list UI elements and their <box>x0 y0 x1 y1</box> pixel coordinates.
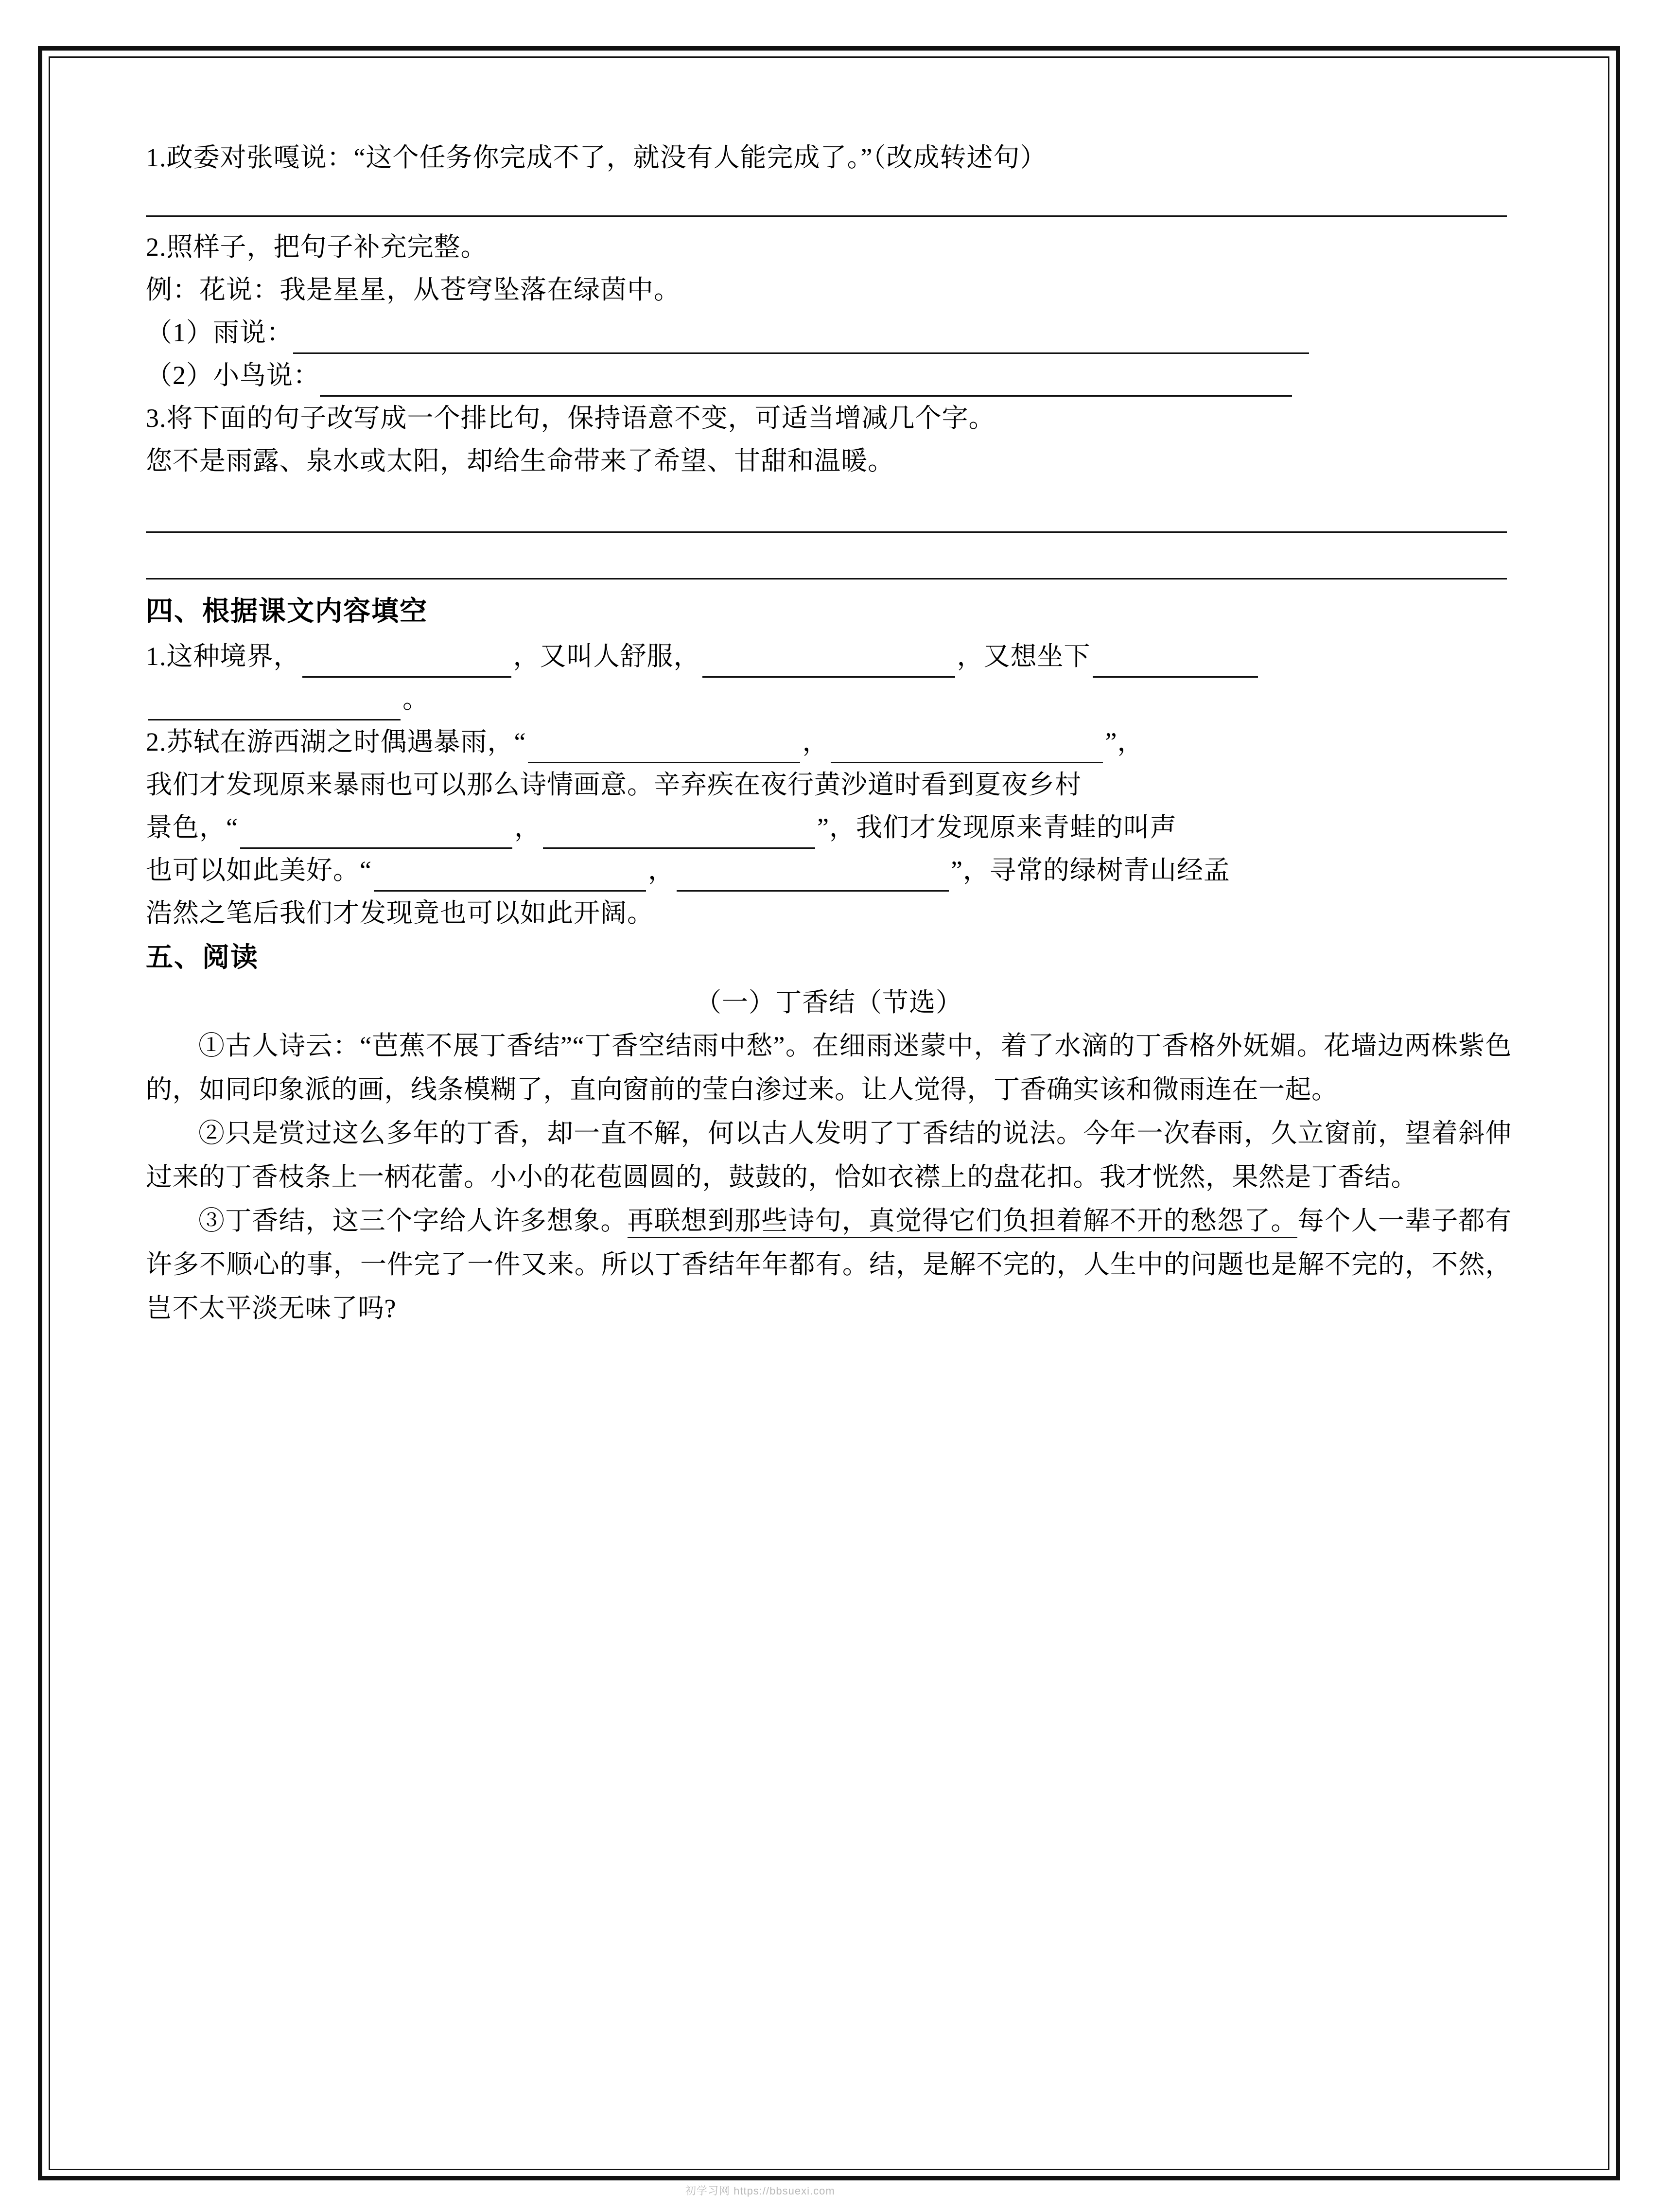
section4-q2-line4 <box>146 849 1512 892</box>
paragraph-text-3b: 每个人一辈子都有许多不顺心的事，一件完了一件又来。所以丁香结年年都有。结，是解不完的，人生中的问题也是解不完的，不然，岂不太平淡无味了吗? <box>146 1206 1512 1323</box>
section4-q1-mid1: ，又叫人舒服， <box>513 642 700 671</box>
section4-heading: 四、根据课文内容填空 <box>146 597 428 627</box>
section4-q2-line3 <box>146 806 1512 849</box>
section4-q2-line1-mid: ， <box>802 727 829 756</box>
fill-blank-4[interactable] <box>148 693 401 720</box>
fill-blank-2[interactable] <box>702 650 955 678</box>
answer-blank-rain[interactable] <box>293 326 1309 354</box>
section4-q2-line1 <box>146 720 1512 763</box>
answer-line-3[interactable] <box>146 542 1512 588</box>
section3-item3-sentence: 您不是雨露、泉水或太阳，却给生命带来了希望、甘甜和温暖。 <box>146 446 894 475</box>
reading-paragraph-3 <box>146 1199 1512 1330</box>
section3-item2 <box>146 226 1512 268</box>
section3-item3-number: 3. <box>146 404 167 433</box>
section4-q1-mid2: ，又想坐下 <box>957 642 1091 671</box>
section4-q2-line3-prefix: 景色，“ <box>146 813 238 842</box>
paragraph-text-3a: 丁香结，这三个字给人许多想象。 <box>225 1206 628 1235</box>
section3-item1-number: 1. <box>146 143 167 172</box>
answer-line-1[interactable] <box>146 179 1512 226</box>
section4-q2-line3-mid: ， <box>514 813 541 842</box>
section4-q2-line4-prefix: 也可以如此美好。“ <box>146 856 372 885</box>
reading-paragraph-2 <box>146 1111 1512 1199</box>
fill-blank-9[interactable] <box>374 864 646 892</box>
section4-q2-line4-mid: ， <box>647 856 675 885</box>
section3-item1 <box>146 136 1512 179</box>
paragraph-marker-1: ① <box>198 1031 226 1060</box>
paragraph-text-3-underlined: 再联想到那些诗句，真觉得它们负担着解不开的愁怨了。 <box>628 1206 1298 1238</box>
paragraph-marker-3: ③ <box>198 1206 226 1235</box>
section5-heading: 五、阅读 <box>146 943 259 973</box>
fill-blank-6[interactable] <box>831 736 1103 763</box>
fill-blank-1[interactable] <box>302 650 511 678</box>
section4-q1-line2 <box>146 678 1512 720</box>
section4-q2-line1-prefix: 2.苏轼在游西湖之时偶遇暴雨，“ <box>146 727 526 756</box>
paragraph-text-1: 古人诗云：“芭蕉不展丁香结”“丁香空结雨中愁”。在细雨迷蒙中，着了水滴的丁香格外妩媚。花墙边两株紫色的，如同印象派的画，线条模糊了，直向窗前的莹白渗过来。让人觉得，丁香确实该和微雨连在一起。 <box>146 1031 1512 1104</box>
answer-blank-bird[interactable] <box>320 369 1292 397</box>
section4-q2-line2: 我们才发现原来暴雨也可以那么诗情画意。辛弃疾在夜行黄沙道时看到夏夜乡村 <box>146 770 1082 799</box>
section3-item3-text: 将下面的句子改写成一个排比句，保持语意不变，可适当增减几个字。 <box>166 404 995 433</box>
section4-q2-line3-suffix: ”，我们才发现原来青蛙的叫声 <box>817 813 1177 842</box>
section3-item2-sub1 <box>146 311 1512 354</box>
section4-q2-line1-suffix: ”， <box>1105 727 1144 756</box>
section3-item2-number: 2. <box>146 232 167 262</box>
section3-item2-example: 例：花说：我是星星，从苍穹坠落在绿茵中。 <box>146 275 681 304</box>
section3-item3 <box>146 397 1512 439</box>
section4-q1-line1 <box>146 635 1512 678</box>
document-content <box>146 136 1512 1330</box>
watermark: 初学习网 https://bbsuexi.com <box>685 2185 835 2197</box>
section3-item2-sub1-label: （1）雨说： <box>146 318 293 347</box>
answer-line-2[interactable] <box>146 495 1512 542</box>
section5-subtitle: （一）丁香结（节选） <box>695 988 962 1017</box>
fill-blank-3[interactable] <box>1093 650 1258 678</box>
section3-item2-sub2-label: （2）小鸟说： <box>146 361 320 390</box>
section3-item2-sub2 <box>146 354 1512 397</box>
paragraph-text-2: 只是赏过这么多年的丁香，却一直不解，何以古人发明了丁香结的说法。今年一次春雨，久立窗前，望着斜伸过来的丁香枝条上一柄花蕾。小小的花苞圆圆的，鼓鼓的，恰如衣襟上的盘花扣。我才恍然，果然是丁香结。 <box>146 1119 1512 1192</box>
section4-q1-prefix: 1.这种境界， <box>146 642 300 671</box>
fill-blank-8[interactable] <box>543 821 815 849</box>
reading-paragraph-1 <box>146 1024 1512 1111</box>
section4-q1-tail: 。 <box>402 685 429 714</box>
fill-blank-7[interactable] <box>240 821 512 849</box>
section3-item2-text: 照样子，把句子补充完整。 <box>166 232 488 262</box>
paragraph-marker-2: ② <box>198 1119 226 1148</box>
fill-blank-5[interactable] <box>528 736 800 763</box>
fill-blank-10[interactable] <box>677 864 949 892</box>
section4-q2-line4-suffix: ”，寻常的绿树青山经孟 <box>950 856 1230 885</box>
section4-q2-line5: 浩然之笔后我们才发现竟也可以如此开阔。 <box>146 898 654 928</box>
section3-item1-text: 政委对张嘎说：“这个任务你完成不了，就没有人能完成了。”（改成转述句） <box>166 143 1047 172</box>
